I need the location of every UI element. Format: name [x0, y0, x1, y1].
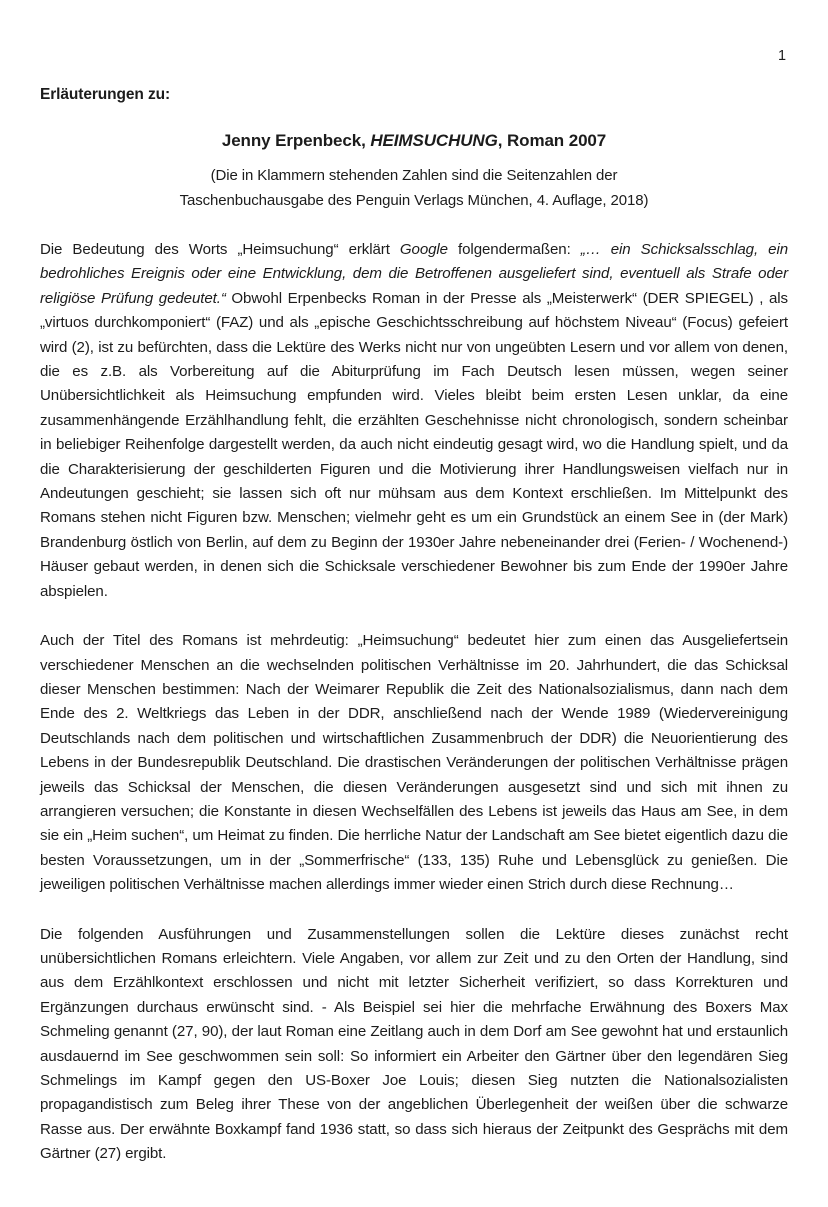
intro-heading: Erläuterungen zu: [40, 86, 171, 103]
document-title: Jenny Erpenbeck, HEIMSUCHUNG, Roman 2007 [221, 131, 607, 150]
subtitle-line-1: (Die in Klammern stehenden Zahlen sind die Seitenzahlen der [210, 167, 618, 184]
page-number: 1 [778, 48, 786, 64]
paragraph-introduction: Die Bedeutung des Worts „Heimsuchung“ erklärt Google folgendermaßen: „… ein Schicksalsschlag, ein bedrohliches Ereignis oder eine Entwicklung, dem die Betroffenen ausgeliefert sind, eventuell als Strafe oder religiöse Prüfung gedeutet.“ Obwohl Erpenbecks Roman in der Presse als „Meisterwerk“ (DER SPIEGEL) , als „virtuos durchkomponiert“ (FAZ) und als „epische Geschichtsschreibung auf höchstem Niveau“ (Focus) gefeiert wird (2), ist zu befürchten, dass die Lektüre des Werks nicht nur von ungeübten Lesern und vor allem von denen, die es z.B. als Vorbereitung auf die Abiturprüfung im Fach Deutsch lesen müssen, wegen seiner Unübersichtlichkeit als Heimsuchung empfunden wird. Vieles bleibt beim ersten Lesen unklar, da eine zusammenhängende Erzählhandlung fehlt, die erzählten Geschehnisse nicht chronologisch, sondern scheinbar in beliebiger Reihenfolge dargestellt werden, da auch nicht eindeutig gesagt wird, wo die Handlung spielt, und da die Charakterisierung der geschilderten Figuren und die Motivierung ihrer Handlungsweisen vielfach nur in Andeutungen geschieht; sie lassen sich oft nur mühsam aus dem Kontext erschließen. Im Mittelpunkt des Romans stehen nicht Figuren bzw. Menschen; vielmehr geht es um ein Grundstück an einem See in (der Mark) Brandenburg östlich von Berlin, auf dem zu Beginn der 1930er Jahre nebeneinander drei (Ferien- / Wochenend-) Häuser gebaut werden, in denen sich die Schicksale verschiedener Bewohner bis zum Ende der 1990er Jahre abspielen. [40, 241, 788, 600]
subtitle-line-2: Taschenbuchausgabe des Penguin Verlags München, 4. Auflage, 2018) [179, 191, 649, 209]
paragraph-purpose: Die folgenden Ausführungen und Zusammenstellungen sollen die Lektüre dieses zunächst recht unübersichtlichen Romans erleichtern. Viele Angaben, vor allem zur Zeit und zu den Orten der Handlung, sind aus dem Erzählkontext erschlossen und nicht mit letzter Sicherheit verifiziert, so dass Korrekturen und Ergänzungen durchaus erwünscht sind. - Als Beispiel sei hier die mehrfache Erwähnung des Boxers Max Schmeling genannt (27, 90), der laut Roman eine Zeitlang auch in dem Dorf am See gewohnt hat und erstaunlich ausdauernd im See geschwommen sein soll: So informiert ein Arbeiter den Gärtner über den legendären Sieg Schmelings im Kampf gegen den US-Boxer Joe Louis; diesen Sieg nutzten die Nationalsozialisten propagandistisch zum Beleg ihrer These von der angeblichen Überlegenheit der weißen über die schwarze Rasse aus. Der erwähnte Boxkampf fand 1936 statt, so dass sich hieraus der Zeitpunkt des Gesprächs mit dem Gärtner (27) ergibt. [40, 925, 788, 1163]
paragraph-title-meaning: Auch der Titel des Romans ist mehrdeutig: „Heimsuchung“ bedeutet hier zum einen das Ausgeliefertsein verschiedener Menschen an die wechselnden politischen Verhältnisse im 20. Jahrhundert, die das Schicksal dieser Menschen bestimmen: Nach der Weimarer Republik die Zeit des Nationalsozialismus, dann nach dem Ende des 2. Weltkriegs das Leben in der DDR, anschließend nach der Wende 1989 (Wiedervereinigung Deutschlands nach dem politischen und wirtschaftlichen Zusammenbruch der DDR) die Neuorientierung des Lebens in der Bundesrepublik Deutschland. Die drastischen Veränderungen der politischen Verhältnisse prägen jeweils das Schicksal der Menschen, die diesen Veränderungen ausgesetzt sind und sich mit ihnen zu arrangieren versuchen; die Konstante in diesen Wechselfällen des Lebens ist jeweils das Haus am See, in dem sie ein „Heim suchen“, um Heimat zu finden. Die herrliche Natur der Landschaft am See bietet eigentlich dazu die besten Voraussetzungen, um in der „Sommerfrische“ (133, 135) Ruhe und Lebensglück zu genießen. Die jeweiligen politischen Verhältnisse machen allerdings immer wieder einen Strich durch diese Rechnung… [40, 632, 788, 894]
